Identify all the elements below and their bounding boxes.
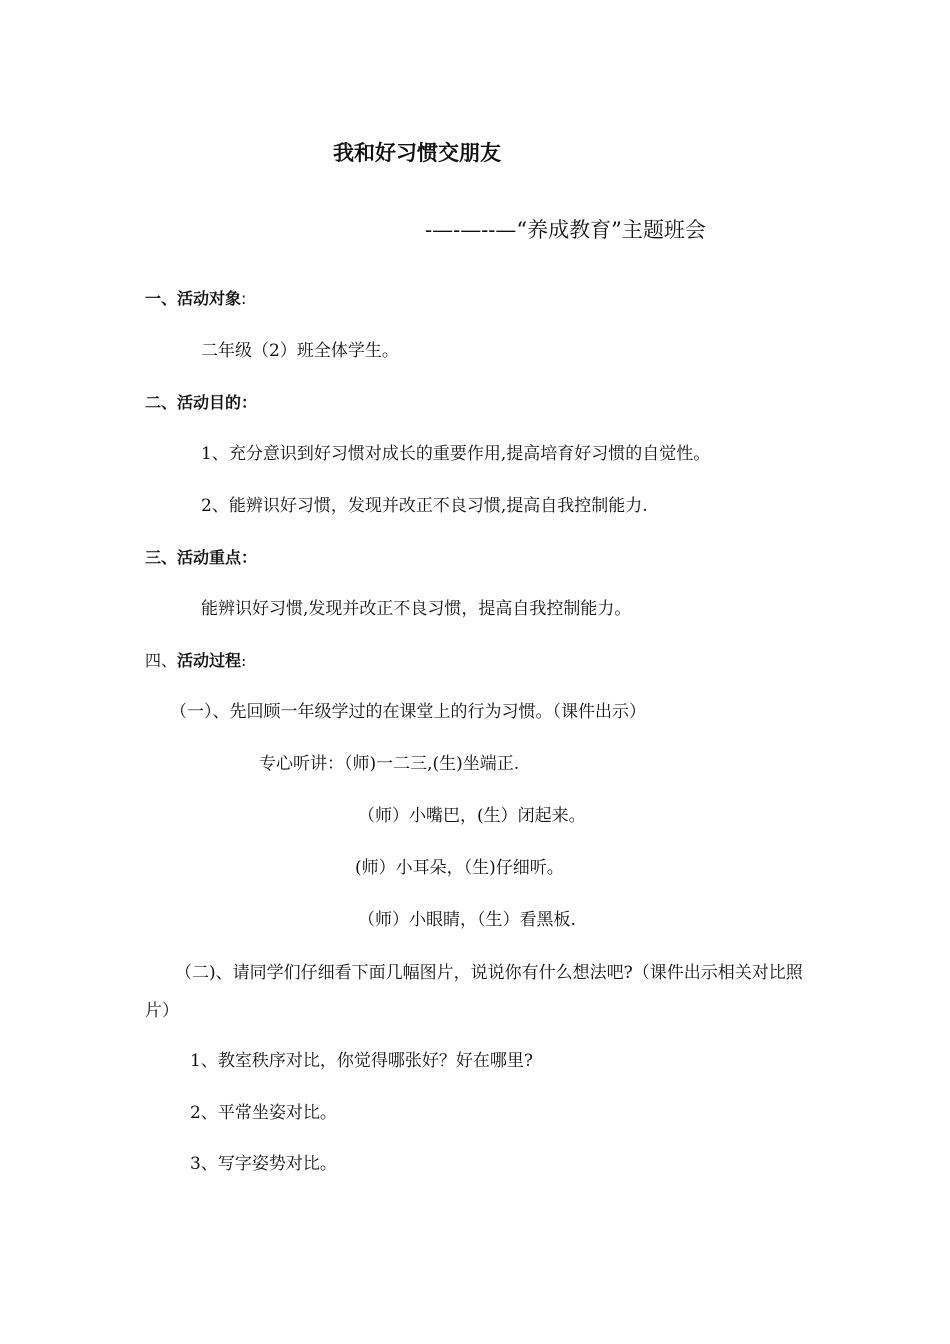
section-heading-target: 一、活动对象: (145, 289, 247, 308)
section-target-text: 二年级（2）班全体学生。 (201, 341, 399, 361)
goal-item-2: 2、能辨识好习惯，发现并改正不良习惯,提高自我控制能力. (201, 496, 648, 516)
process-step-1: （一）、先回顾一年级学过的在课堂上的行为习惯。（课件出示） (170, 702, 646, 722)
document-title: 我和好习惯交朋友 (333, 141, 501, 165)
step2-item-3: 3、写字姿势对比。 (190, 1154, 337, 1174)
step2-item-1: 1、教室秩序对比，你觉得哪张好？好在哪里? (190, 1051, 533, 1071)
section-heading-process: 四、活动过程: (145, 651, 247, 670)
process-step-2: （二)、请同学们仔细看下面几幅图片，说说你有什么想法吧?（课件出示相关对比照片） (145, 963, 803, 1021)
document-subtitle: -—-—--—“养成教育”主题班会 (425, 218, 706, 242)
chant-line-2: （师）小嘴巴，(生）闭起来。 (358, 806, 586, 826)
chant-line-1: 专心听讲：（师)一二三,(生)坐端正. (259, 754, 520, 774)
chant-line-3: (师）小耳朵，（生)仔细听。 (355, 858, 564, 878)
section-heading-goals: 二、活动目的： (145, 393, 258, 412)
section-focus-text: 能辨识好习惯,发现并改正不良习惯，提高自我控制能力。 (201, 599, 632, 619)
goal-item-1: 1、充分意识到好习惯对成长的重要作用,提高培育好习惯的自觉性。 (201, 444, 711, 464)
chant-line-4: （师）小眼睛，（生）看黑板. (358, 910, 576, 930)
step2-item-2: 2、平常坐姿对比。 (190, 1103, 337, 1123)
section-heading-focus: 三、活动重点： (145, 548, 258, 567)
